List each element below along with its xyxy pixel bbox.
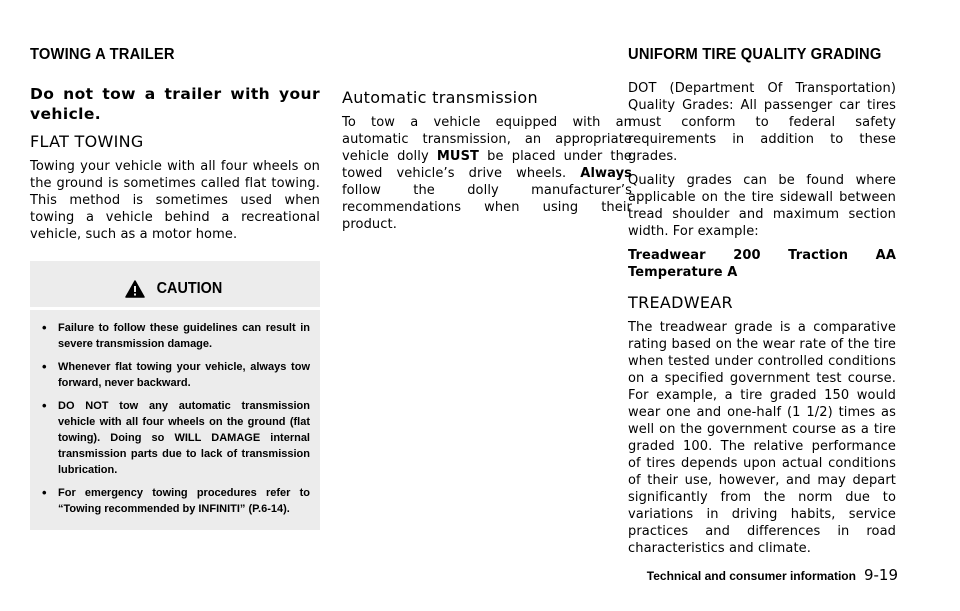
warning-triangle-icon xyxy=(125,280,145,298)
text-part: be placed under the towed vehicle’s drive wheels. xyxy=(342,149,633,181)
caution-item-text: Whenever flat towing your vehicle, always tow forward, never backward. xyxy=(58,361,310,389)
treadwear-paragraph: The treadwear grade is a comparative rating based on the wear rate of the tire when tested under controlled conditions on a specified government test course. For example, a tire graded 150 would wear one and one-half (1 1/2) times as well on the government course as a tire graded 100. The relative performance of tires depends upon actual conditions of their use, however, and may depart significantly from the norm due to variations in driving habits, service practices and differences in road characteristics and climate. xyxy=(628,320,896,556)
grade-example: Treadwear 200 Traction AA Temperature A xyxy=(628,248,896,280)
flat-towing-paragraph: Towing your vehicle with all four wheels on the ground is sometimes called flat towing. This method is sometimes used when towing a vehicle behind a recreational vehicle, such as a motor home. xyxy=(30,159,320,242)
page-footer xyxy=(647,566,898,584)
caution-item-text: DO NOT tow any automatic transmission vehicle with all four wheels on the ground (flat towing). Doing so WILL DAMAGE internal transmission parts due to lack of transmission lubrication. xyxy=(58,400,310,476)
caution-item-text: For emergency towing procedures refer to “Towing recommended by INFINITI” (P.6-14). xyxy=(58,487,310,515)
caution-box xyxy=(30,261,320,530)
quality-location-paragraph: Quality grades can be found where applicable on the tire sidewall between tread shoulder and maximum section width. For example: xyxy=(628,173,896,239)
bullet: • xyxy=(42,485,47,500)
caution-item xyxy=(42,485,310,517)
section-title-towing: TOWING A TRAILER xyxy=(30,46,175,63)
page-number: 9-19 xyxy=(863,566,898,584)
always-emphasis: Always xyxy=(580,166,632,181)
trailer-warning: Do not tow a trailer with your vehicle. xyxy=(30,85,320,123)
treadwear-heading: TREADWEAR xyxy=(628,293,733,312)
automatic-transmission-heading: Automatic transmission xyxy=(342,88,538,107)
middle-column xyxy=(342,88,632,240)
must-emphasis: MUST xyxy=(436,149,480,164)
footer-section-label: Technical and consumer information xyxy=(646,569,856,583)
caution-header xyxy=(30,261,320,310)
caution-item xyxy=(42,320,310,352)
flat-towing-heading: FLAT TOWING xyxy=(30,132,144,151)
quality-grades-paragraph: DOT (Department Of Transportation) Quality Grades: All passenger car tires must conform to federal safety requirements in addition to these grades. xyxy=(628,81,896,164)
text-part: To tow a vehicle equipped with an automatic transmission, an appropriate vehicle dolly xyxy=(342,115,632,164)
bullet: • xyxy=(42,398,47,413)
caution-item xyxy=(42,359,310,391)
bullet: • xyxy=(42,359,47,374)
bullet: • xyxy=(42,320,47,335)
automatic-transmission-paragraph xyxy=(342,114,632,233)
caution-list xyxy=(30,310,320,530)
left-column xyxy=(30,84,320,530)
section-title-tire-grading: UNIFORM TIRE QUALITY GRADING xyxy=(628,46,882,63)
right-column xyxy=(628,80,896,564)
caution-title: CAUTION xyxy=(156,280,222,297)
caution-item xyxy=(42,398,310,478)
text-part: follow the dolly manufacturer’s recommendations when using their product. xyxy=(342,183,632,232)
caution-item-text: Failure to follow these guidelines can result in severe transmission damage. xyxy=(58,322,310,350)
